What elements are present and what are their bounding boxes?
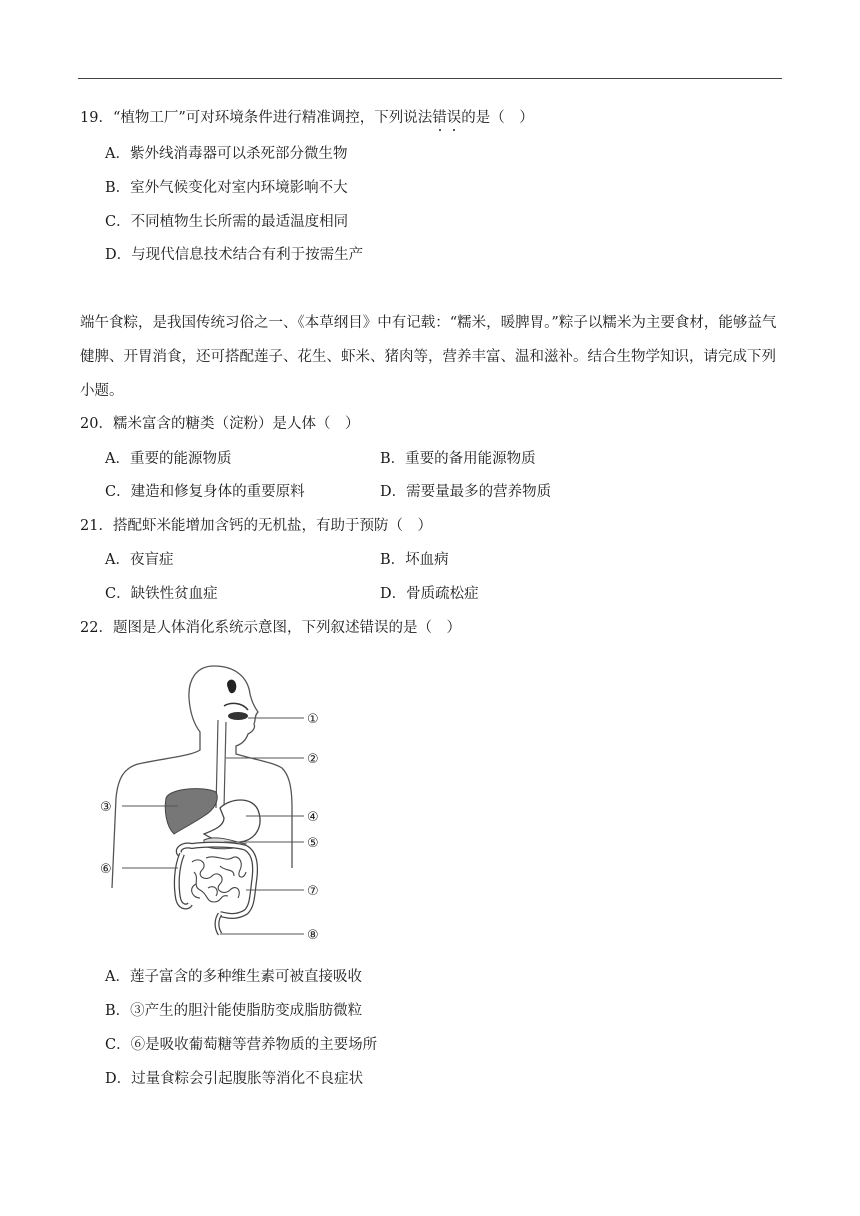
figure-label-7: ⑦ (307, 884, 319, 899)
figure-label-3: ③ (100, 800, 112, 815)
emphasis-char: 误 (446, 110, 462, 126)
q19-option-a: A．紫外线消毒器可以杀死部分微生物 (105, 146, 348, 162)
figure-label-1: ① (307, 712, 319, 727)
digestive-system-figure (96, 658, 336, 950)
q21-option-d: D．骨质疏松症 (380, 586, 479, 602)
q19-stem: 19．“植物工厂”可对环境条件进行精准调控，下列说法错误的是（ ） (80, 110, 534, 126)
figure-label-6: ⑥ (100, 862, 112, 877)
q21-option-c: C．缺铁性贫血症 (105, 586, 218, 602)
salivary-gland-shape (227, 680, 236, 694)
q20-option-c: C．建造和修复身体的重要原料 (105, 484, 305, 500)
q21-option-b: B．坏血病 (380, 552, 449, 568)
q19-option-d: D．与现代信息技术结合有利于按需生产 (105, 247, 364, 263)
figure-label-5: ⑤ (307, 836, 319, 851)
q22-option-c: C．⑥是吸收葡萄糖等营养物质的主要场所 (105, 1037, 378, 1053)
liver (165, 789, 217, 834)
q20-stem: 20．糯米富含的糖类（淀粉）是人体（ ） (80, 416, 360, 432)
figure-label-2: ② (307, 752, 319, 767)
emphasis-char: 错 (432, 110, 447, 126)
figure-label-4: ④ (307, 810, 319, 825)
body-outline-left (112, 666, 214, 888)
q19-option-b: B．室外气候变化对室内环境影响不大 (105, 180, 348, 196)
figure-label-8: ⑧ (307, 928, 319, 943)
q21-stem: 21．搭配虾米能增加含钙的无机盐，有助于预防（ ） (80, 518, 432, 534)
header-rule (78, 78, 782, 79)
q22-option-d: D．过量食粽会引起腹胀等消化不良症状 (105, 1071, 364, 1087)
q22-stem: 22．题图是人体消化系统示意图，下列叙述错误的是（ ） (80, 620, 461, 636)
q20-option-a: A．重要的能源物质 (105, 451, 232, 467)
passage: 端午食粽，是我国传统习俗之一、《本草纲目》中有记载：“糯米，暖脾胃。”粽子以糯米为主要食材，能够益气健脾、开胃消食，还可搭配莲子、花生、虾米、猪肉等，营养丰富、温和滋补。结合生物学知识，请完成下列小题。 (80, 315, 777, 399)
q21-option-a: A．夜盲症 (105, 552, 174, 568)
mouth-shape (228, 712, 248, 720)
q19-option-c: C．不同植物生长所需的最适温度相同 (105, 214, 349, 230)
q20-option-d: D．需要量最多的营养物质 (380, 484, 552, 500)
q20-option-b: B．重要的备用能源物质 (380, 451, 536, 467)
q22-option-b: B．③产生的胆汁能使脂肪变成脂肪微粒 (105, 1003, 363, 1019)
small-intestine (192, 857, 246, 902)
q22-option-a: A．莲子富含的多种维生素可被直接吸收 (105, 969, 362, 985)
